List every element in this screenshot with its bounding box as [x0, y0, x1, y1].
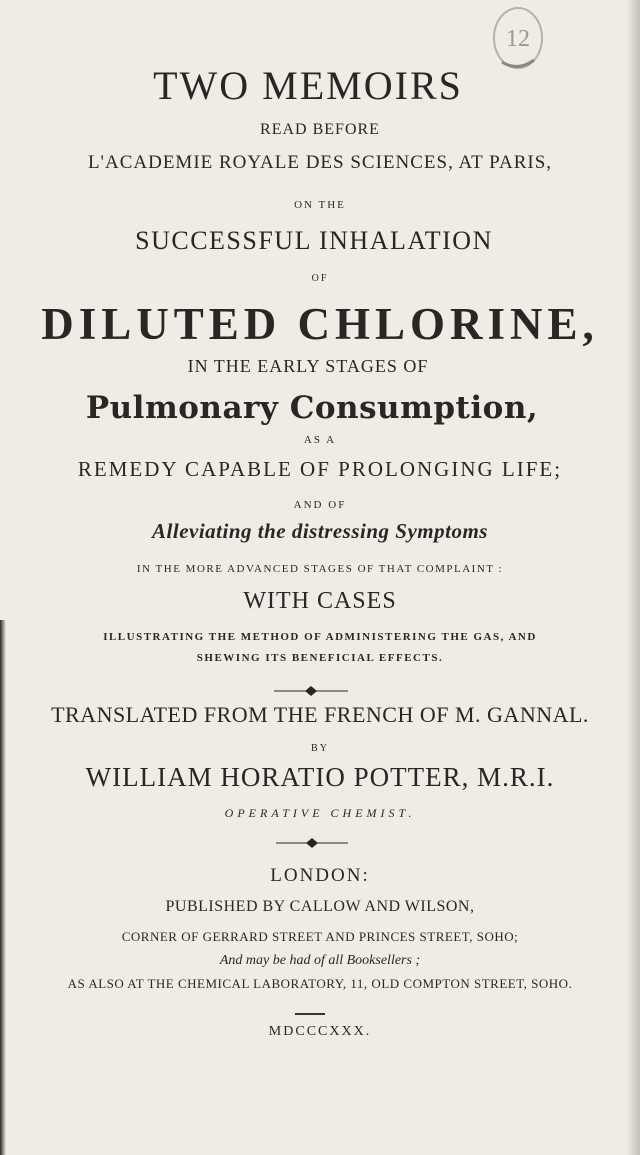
publisher-address-line: CORNER OF GERRARD STREET AND PRINCES STREET, SOHO; — [121, 929, 519, 944]
ornamental-rule-2 — [276, 837, 348, 849]
remedy-line: REMEDY CAPABLE OF PROLONGING LIFE; — [77, 457, 563, 481]
binding-edge — [0, 620, 6, 1155]
on-the-line: ON THE — [294, 199, 346, 211]
main-title: TWO MEMOIRS — [153, 63, 463, 108]
stamp-number: 12 — [506, 26, 530, 52]
publisher-line: PUBLISHED BY CALLOW AND WILSON, — [165, 898, 475, 915]
alleviating-symptoms-line: Alleviating the distressing Symptoms — [152, 519, 488, 543]
translated-from-line: TRANSLATED FROM THE FRENCH OF M. GANNAL. — [51, 702, 589, 727]
as-a-line: AS A — [303, 434, 337, 446]
with-cases-line: WITH CASES — [243, 588, 397, 614]
academie-line: L'ACADEMIE ROYALE DES SCIENCES, AT PARIS, — [87, 152, 553, 173]
successful-inhalation-line: SUCCESSFUL INHALATION — [135, 226, 493, 255]
pulmonary-consumption-line: Pulmonary Consumption, — [85, 390, 539, 426]
publication-year: MDCCCXXX. — [268, 1024, 372, 1039]
and-of-line: AND OF — [293, 499, 347, 511]
translator-title: OPERATIVE CHEMIST. — [224, 806, 416, 820]
booksellers-line: And may be had of all Booksellers ; — [219, 953, 421, 968]
imprint-city: LONDON: — [270, 865, 370, 886]
illustrating-line: ILLUSTRATING THE METHOD OF ADMINISTERING THE GAS, AND — [103, 631, 537, 643]
of-line: OF — [311, 273, 329, 284]
short-rule — [295, 1013, 325, 1015]
ornamental-rule — [274, 685, 348, 697]
read-before-line: READ BEFORE — [260, 121, 380, 138]
library-stamp — [488, 2, 548, 72]
diluted-chlorine-heading: DILUTED CHLORINE, — [41, 299, 599, 349]
translator-name: WILLIAM HORATIO POTTER, M.R.I. — [85, 762, 555, 792]
laboratory-line: AS ALSO AT THE CHEMICAL LABORATORY, 11, OLD COMPTON STREET, SOHO. — [67, 976, 573, 991]
shewing-line: SHEWING ITS BENEFICIAL EFFECTS. — [196, 652, 444, 664]
advanced-stages-line: IN THE MORE ADVANCED STAGES OF THAT COMPLAINT : — [136, 563, 504, 575]
early-stages-line: IN THE EARLY STAGES OF — [187, 356, 429, 376]
by-line: BY — [311, 743, 329, 754]
